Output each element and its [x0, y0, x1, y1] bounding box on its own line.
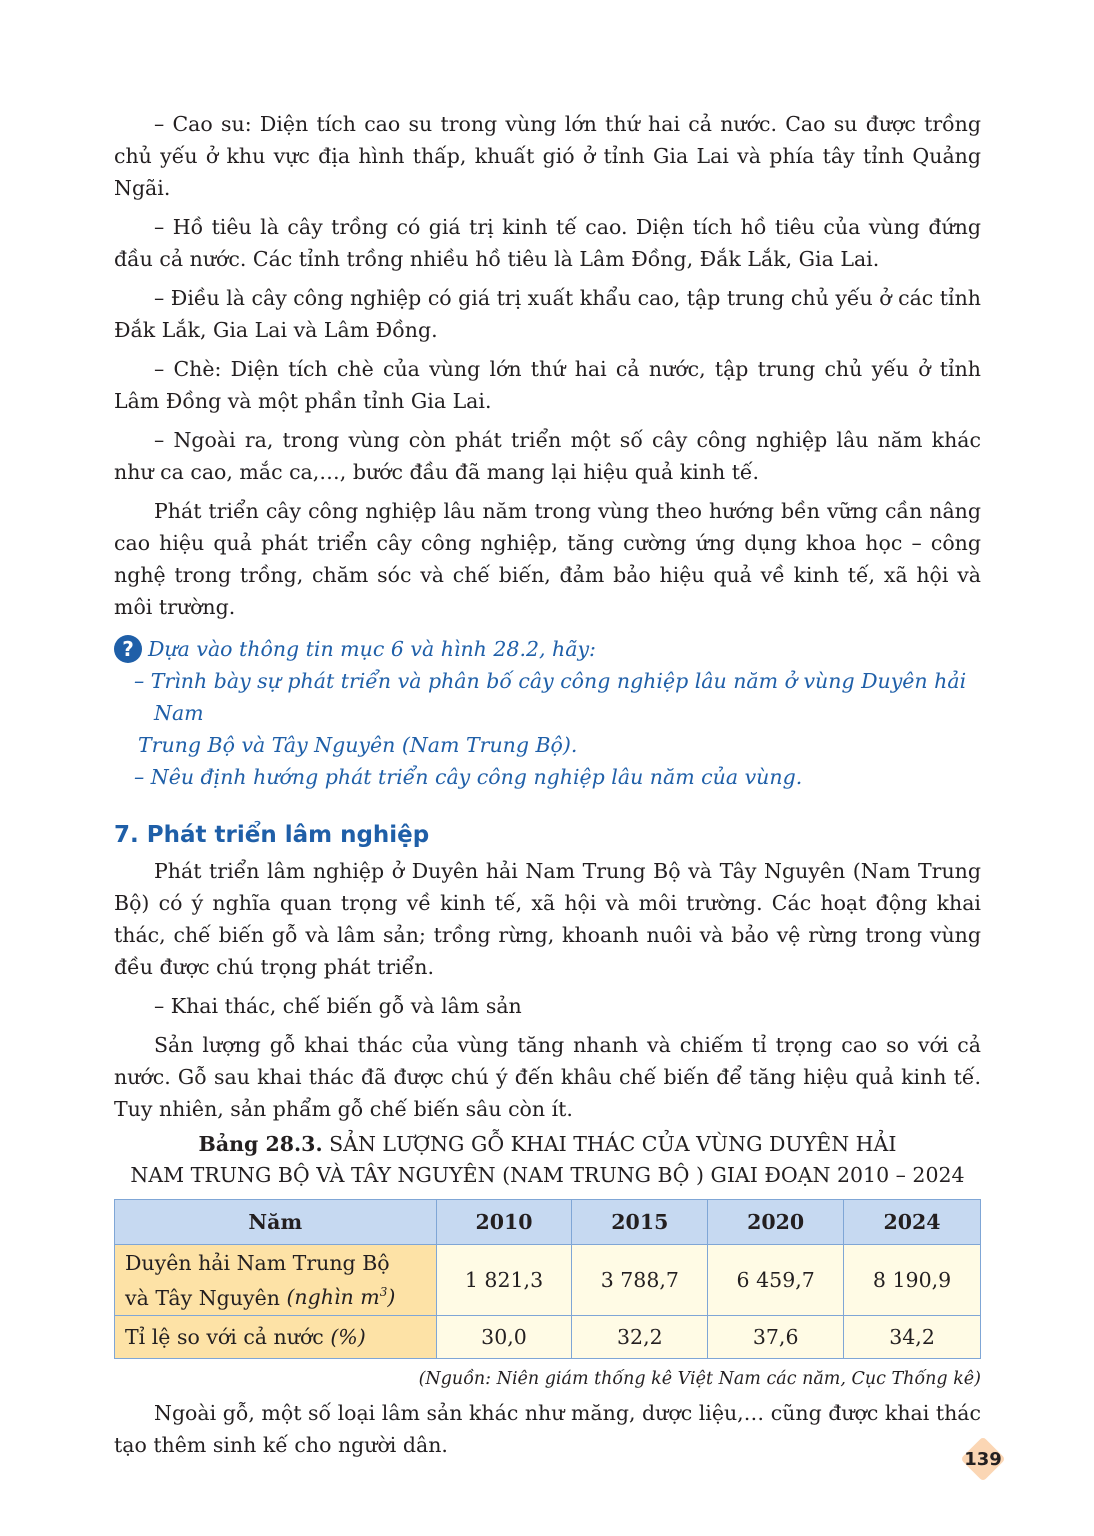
header-cell: 2020 [708, 1200, 844, 1245]
table-caption: Bảng 28.3. SẢN LƯỢNG GỖ KHAI THÁC CỦA VÙNG DUYÊN HẢI NAM TRUNG BỘ VÀ TÂY NGUYÊN (NAM TRUNG BỘ ) GIAI ĐOẠN 2010 – 2024 [130, 1132, 965, 1187]
table-cell: 6 459,7 [708, 1245, 844, 1316]
table-cell: 30,0 [436, 1316, 572, 1359]
paragraph-cashew: – Điều là cây công nghiệp có giá trị xuất khẩu cao, tập trung chủ yếu ở các tỉnh Đắk Lắk, Gia Lai và Lâm Đồng. [114, 286, 982, 342]
paragraph-pepper: – Hồ tiêu là cây trồng có giá trị kinh tế cao. Diện tích hồ tiêu của vùng đứng đầu cả nước. Các tỉnh trồng nhiều hồ tiêu là Lâm Đồng, Đắk Lắk, Gia Lai. [114, 215, 981, 271]
header-cell: 2010 [436, 1200, 572, 1245]
table-cell: 32,2 [572, 1316, 708, 1359]
paragraph-others: – Ngoài ra, trong vùng còn phát triển một số cây công nghiệp lâu năm khác như ca cao, mắc ca,…, bước đầu đã mang lại hiệu quả kinh tế. [114, 428, 981, 484]
question-box [114, 633, 981, 793]
table-row [115, 1316, 981, 1359]
header-cell: Năm [115, 1200, 437, 1245]
timber-table [114, 1199, 981, 1359]
question-icon: ? [114, 635, 142, 663]
table-row [115, 1245, 981, 1316]
header-cell: 2015 [572, 1200, 708, 1245]
row-label: Tỉ lệ so với cả nước (%) [115, 1316, 437, 1359]
paragraph-sustainable: Phát triển cây công nghiệp lâu năm trong vùng theo hướng bền vững cần nâng cao hiệu quả phát triển cây công nghiệp, tăng cường ứng dụng khoa học – công nghệ trong trồng, chăm sóc và chế biến, đảm bảo hiệu quả về kinh tế, xã hội và môi trường. [114, 499, 981, 619]
header-cell: 2024 [844, 1200, 981, 1245]
section-paragraph-3: Sản lượng gỗ khai thác của vùng tăng nhanh và chiếm tỉ trọng cao so với cả nước. Gỗ sau khai thác đã được chú ý đến khâu chế biến để tăng hiệu quả kinh tế. Tuy nhiên, sản phẩm gỗ chế biến sâu còn ít. [114, 1033, 981, 1121]
question-intro: Dựa vào thông tin mục 6 và hình 28.2, hãy: [148, 637, 596, 661]
paragraph-rubber: – Cao su: Diện tích cao su trong vùng lớn thứ hai cả nước. Cao su được trồng chủ yếu ở khu vực địa hình thấp, khuất gió ở tỉnh Gia Lai và phía tây tỉnh Quảng Ngãi. [114, 112, 981, 200]
row-label: Duyên hải Nam Trung Bộ và Tây Nguyên (nghìn $m^3$) [115, 1245, 437, 1316]
table-cell: 1 821,3 [436, 1245, 572, 1316]
section-paragraph-2: – Khai thác, chế biến gỗ và lâm sản [154, 994, 522, 1018]
table-source: (Nguồn: Niên giám thống kê Việt Nam các năm, Cục Thống kê) [418, 1369, 981, 1389]
table-header-row [115, 1200, 981, 1245]
table-cell: 34,2 [844, 1316, 981, 1359]
table-cell: 3 788,7 [572, 1245, 708, 1316]
table-cell: 37,6 [708, 1316, 844, 1359]
closing-paragraph: Ngoài gỗ, một số loại lâm sản khác như măng, dược liệu,… cũng được khai thác tạo thêm sinh kế cho người dân. [114, 1401, 981, 1457]
question-item-1: – Trình bày sự phát triển và phân bố cây công nghiệp lâu năm ở vùng Duyên hải Nam Trung Bộ và Tây Nguyên (Nam Trung Bộ). [134, 669, 967, 757]
page-number: 139 [961, 1437, 1005, 1481]
section-paragraph-1: Phát triển lâm nghiệp ở Duyên hải Nam Trung Bộ và Tây Nguyên (Nam Trung Bộ) có ý nghĩa quan trọng về kinh tế, xã hội và môi trường. Các hoạt động khai thác, chế biến gỗ và lâm sản; trồng rừng, khoanh nuôi và bảo vệ rừng trong vùng đều được chú trọng phát triển. [114, 859, 981, 979]
section-heading: 7. Phát triển lâm nghiệp [114, 822, 430, 848]
paragraph-tea: – Chè: Diện tích chè của vùng lớn thứ hai cả nước, tập trung chủ yếu ở tỉnh Lâm Đồng và một phần tỉnh Gia Lai. [114, 357, 981, 413]
page-content [114, 108, 981, 1461]
table-cell: 8 190,9 [844, 1245, 981, 1316]
question-item-2: – Nêu định hướng phát triển cây công nghiệp lâu năm của vùng. [134, 765, 803, 789]
